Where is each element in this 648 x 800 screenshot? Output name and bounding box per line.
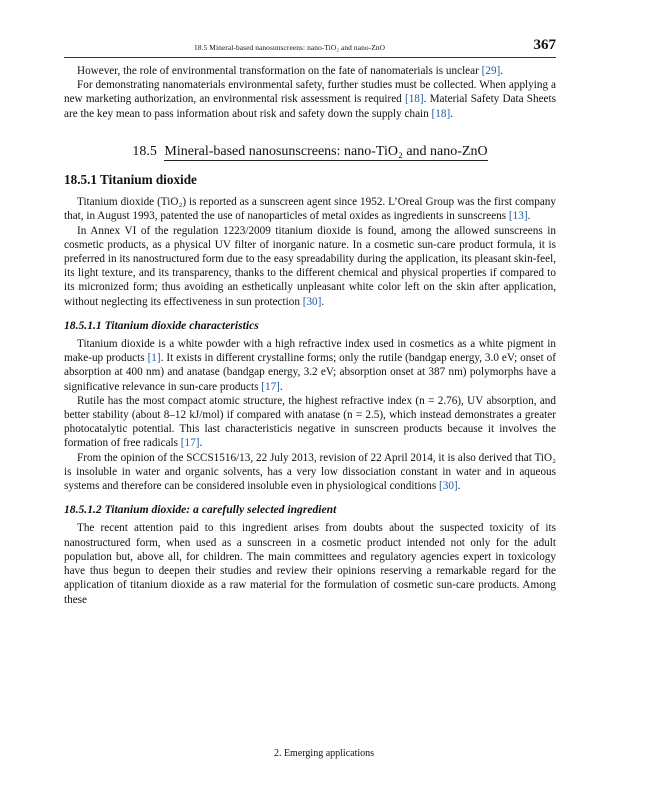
subsubsection-title: Titanium dioxide: a carefully selected ingredient [104,503,337,517]
page-footer: 2. Emerging applications [273,748,375,759]
paragraph [64,521,556,606]
paragraph [64,451,556,494]
paragraph [64,195,556,223]
paragraph-text: . It exists in different crystalline forms; only the rutile (bandgap energy, 3.0 eV; onset of absorption at 400 nm) and anatase (bandgap energy, 3.2 eV; absorption onset at 387 nm) polymorphs have a significative relevance in sun-care products [64,352,556,393]
reference-link[interactable]: [30] [439,480,458,493]
subsubsection-heading [64,503,556,517]
paragraph [64,78,556,121]
section-number: 18.5 [132,143,157,159]
paragraph [64,394,556,451]
section-heading [64,145,556,159]
paragraph-text: . [199,437,203,450]
subsubsection-number: 18.5.1.1 [64,318,102,332]
subsubsection-title: Titanium dioxide characteristics [104,318,259,332]
subsection-number: 18.5.1 [64,172,97,188]
paragraph-text: . [450,107,453,120]
paragraph-text: However, the role of environmental transformation on the fate of nanomaterials is unclear [77,65,482,77]
paragraph-text: Titanium dioxide is a white powder with a high refractive index used in cosmetics as a white pigment in make-up products [64,338,556,365]
page-body [64,64,556,607]
paragraph-text: . [527,210,531,223]
paragraph-text: . [279,380,283,393]
reference-link[interactable]: [18] [431,107,451,120]
paragraph [64,337,556,394]
paragraph-text: From the opinion of the SCCS1516/13, 22 July 2013, revision of 22 April 2014, it is also derived that TiO₂ is insoluble in water and organic solvents, has a very low dissociation constant in water and in aqueous systems and therefore can be considered insoluble even in physiological conditions [64,451,556,493]
paragraph-text: For demonstrating nanomaterials environmental safety, further studies must be collected. When applying a new marketing authorization, an environmental risk assessment is required [64,79,556,106]
subsubsection-number: 18.5.1.2 [64,503,102,517]
reference-link[interactable]: [13] [508,210,528,223]
reference-link[interactable]: [17] [180,437,200,450]
running-title: 18.5 Mineral-based nanosunscreens: nano-TiO₂ and nano-ZnO [194,43,386,52]
reference-link[interactable]: [30] [302,295,322,308]
paragraph-text: In Annex VI of the regulation 1223/2009 titanium dioxide is found, among the allowed sunscreens in cosmetic products, as a physical UV filter of inorganic nature. In a cosmetic sun-care product formula, it is preferred in its nanostructured form due to the easy spreadability during the application, its pleasant skin-feel, its light texture, and its transparency, thanks to the different chemical and physical properties if compared to its micronized form; thus avoiding an esthetically unpleasant white color left on the skin after application, without neglecting its effectiveness in sun protection [64,224,556,308]
subsection-title: Titanium dioxide [100,172,197,188]
paragraph-text: Rutile has the most compact atomic structure, the highest refractive index (n = 2.76), UV absorption, and better stability (about 8‒12 kJ/mol) if compared with anatase (n = 2.5), which instead demonstrates a greater photocatalytic potential. This last characteristicis negative in sunscreen products because it involves the formation of free radicals [64,394,556,450]
paragraph [64,64,556,78]
reference-link[interactable]: [17] [261,380,280,393]
paragraph-text: . Material Safety Data Sheets are the key mean to pass information about risk and safety down the supply chain [64,93,556,120]
paragraph-text: . [500,65,504,77]
paragraph-text: . [321,295,325,308]
paragraph-text: . [457,480,461,493]
subsubsection-heading [64,319,556,333]
section-title: Mineral-based nanosunscreens: nano-TiO₂ and nano-ZnO [164,143,488,159]
paragraph-text: The recent attention paid to this ingredient arises from doubts about the suspected toxicity of its nanostructured form, when used as a sunscreen in a cosmetic product intended not only for the adult population but, above all, for children. The main committees and regulatory agencies expert in toxicology have thus begun to deepen their studies and review their opinions reserving a remarkable regard for the application of titanium dioxide as a raw material for the formulation of cosmetic sun-care products. Among these [64,522,556,606]
reference-link[interactable]: [18] [404,93,424,106]
running-header [64,37,556,58]
paragraph [64,224,556,309]
reference-link[interactable]: [29] [481,65,501,77]
paragraph-text: Titanium dioxide (TiO₂) is reported as a sunscreen agent since 1952. L’Oreal Group was the first company that, in August 1993, patented the use of nanoparticles of metal oxides as ingredients in sunscreens [64,196,556,223]
reference-link[interactable]: [1] [147,352,161,365]
page-number: 367 [533,37,556,53]
subsection-heading [64,173,556,187]
